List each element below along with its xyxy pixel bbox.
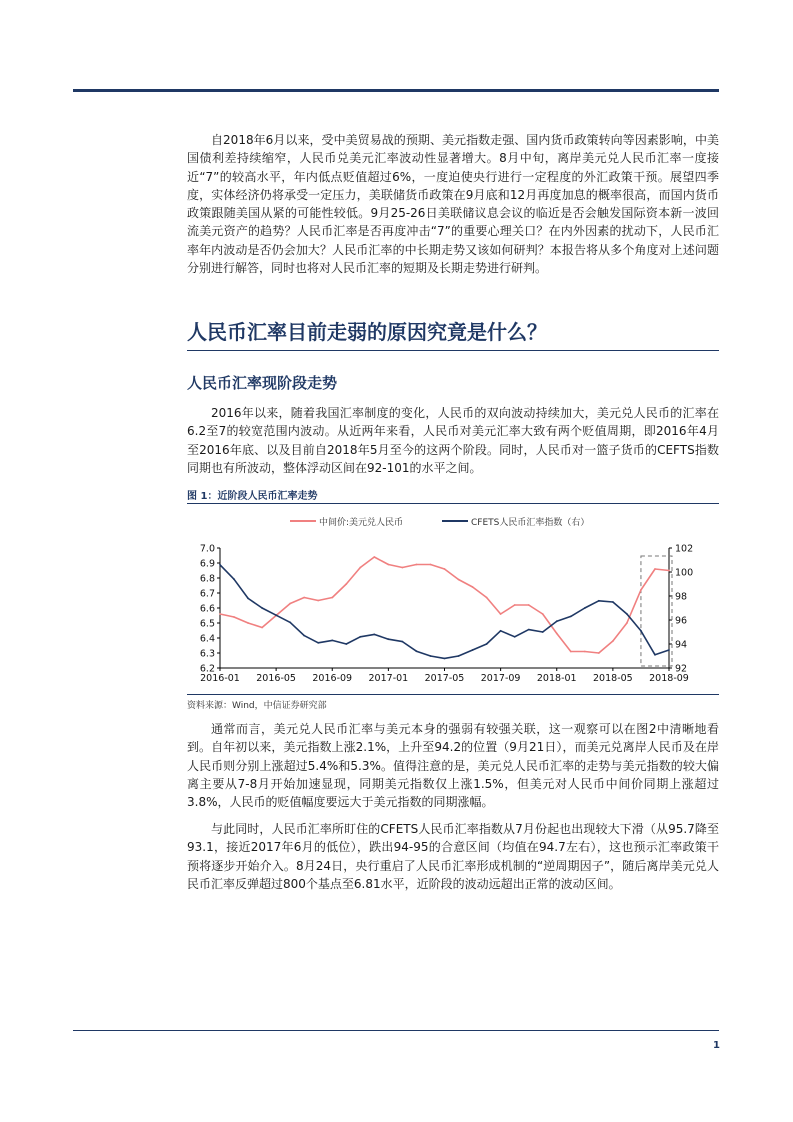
y-left-tick-label: 6.8 [199,573,215,585]
data-point [233,578,235,580]
data-point [359,567,361,569]
chart-series [219,556,670,659]
y-left-tick-label: 6.4 [199,633,215,645]
figure-source: 资料来源：Wind，中信证券研究部 [187,701,327,711]
data-point [416,650,418,652]
data-point [598,652,600,654]
data-point [472,586,474,588]
y-left-tick-label: 7.0 [199,543,215,555]
legend-label-cfets: CFETS人民币汇率指数（右） [471,518,590,528]
data-point [668,649,670,651]
data-point [528,629,530,631]
y-left-tick-label: 6.9 [199,558,215,570]
data-point [640,630,642,632]
data-point [654,568,656,570]
data-point [486,597,488,599]
data-point [261,607,263,609]
data-point [486,643,488,645]
series-line-cfets [220,565,669,659]
data-point [444,568,446,570]
data-point [275,614,277,616]
page-number: 1 [713,1040,720,1051]
data-point [626,622,628,624]
y-right-tick-label: 96 [675,615,688,627]
data-point [500,613,502,615]
data-point [303,597,305,599]
header-rule [73,89,719,92]
data-point [654,654,656,656]
intro-paragraph: 自2018年6月以来，受中美贸易战的预期、美元指数走强、国内货币政策转向等因素影响，中美国债利差持续缩窄，人民币兑美元汇率波动性显著增大。8月中旬，离岸美元兑人民币汇率一度接近“7”的较高水平，年内低点贬值超过6%，一度迫使央行进行一定程度的外汇政策干预。展望四季度，实体经济仍将承受一定压力，美联储货币政策在9月底和12月再度加息的概率很高，而国内货币政策跟随美国从紧的可能性较低。9月25-26日美联储议息会议的临近是否会触发国际资本新一波回流美元资产的趋势？人民币汇率是否再度冲击“7”的重要心理关口？在内外因素的扰动下，人民币汇率年内波动是否仍会加大？人民币汇率的中长期走势又该如何研判？本报告将从多个角度对上述问题分别进行解答，同时也将对人民币汇率的短期及长期走势进行研判。 [187,133,719,276]
highlight-box [641,556,672,666]
data-point [247,598,249,600]
data-point [514,636,516,638]
data-point [570,651,572,653]
y-right-tick-label: 98 [675,591,688,603]
data-point [444,658,446,660]
x-tick-label: 2016-05 [256,673,296,684]
y-left-tick-label: 6.6 [199,603,215,615]
data-point [612,640,614,642]
data-point [514,604,516,606]
data-point [402,567,404,569]
data-point [373,556,375,558]
trend-paragraph: 2016年以来，随着我国汇率制度的变化，人民币的双向波动持续加大，美元兑人民币的汇率在6.2至7的较宽范围内波动。从近两年来看，人民币对美元汇率大致有两个贬值周期，即2016年4月至2016年底、以及目前自2018年5月至今的这两个阶段。同时，人民币对一篮子货币的CEFTS指数同期也有所波动，整体浮动区间在92-101的水平之间。 [187,406,719,475]
x-tick-label: 2016-01 [200,673,240,684]
x-tick-label: 2016-09 [312,673,353,684]
figure-caption: 图 1：近阶段人民币汇率走势 [187,491,318,502]
y-left-tick-label: 6.5 [199,618,215,630]
data-point [289,603,291,605]
y-left-tick-label: 6.3 [199,648,215,660]
data-point [373,634,375,636]
data-point [219,613,221,615]
legend-label-usdcny: 中间价:美元兑人民币 [319,518,404,528]
data-point [416,564,418,566]
data-point [542,613,544,615]
data-point [570,616,572,618]
footer-rule [73,1030,719,1031]
usd-index-paragraph: 通常而言，美元兑人民币汇率与美元本身的强弱有较强关联，这一观察可以在图2中清晰地看到。自年初以来，美元指数上涨2.1%，上升至94.2的位置（9月21日），而美元兑离岸人民币及在岸人民币则分别上涨超过5.4%和5.3%。值得注意的是，美元兑人民币汇率的走势与美元指数的较大偏离主要从7-8月开始加速显现，同期美元指数仅上涨1.5%，但美元对人民币中间价同期上涨超过3.8%，人民币的贬值幅度要远大于美元指数的同期涨幅。 [187,722,719,810]
data-point [247,622,249,624]
series-line-usdcny [220,557,669,653]
data-point [303,635,305,637]
subsection-heading: 人民币汇率现阶段走势 [187,374,338,392]
data-point [458,579,460,581]
data-point [233,616,235,618]
data-point [317,642,319,644]
data-point [402,641,404,643]
x-tick-label: 2017-09 [480,673,521,684]
data-point [331,640,333,642]
data-point [388,564,390,566]
exchange-rate-chart [187,505,719,693]
cfets-paragraph: 与此同时，人民币汇率所盯住的CFETS人民币汇率指数从7月份起也出现较大下滑（从95.7降至93.1，接近2017年6月的低位），跌出94-95的合意区间（均值在94.7左右），这也预示汇率政策干预将逐步开始介入。8月24日，央行重启了人民币汇率形成机制的“逆周期因子”，随后离岸美元兑人民币汇率反弹超过800个基点至6.81水平，近阶段的波动远超出正常的波动区间。 [187,822,719,891]
figure-rule-bottom [187,694,719,695]
y-right-tick-label: 92 [675,663,688,675]
data-point [626,613,628,615]
data-point [542,631,544,633]
data-point [430,564,432,566]
x-tick-label: 2017-01 [368,673,409,684]
data-point [261,627,263,629]
y-left-tick-label: 6.7 [199,588,215,600]
x-tick-label: 2018-09 [649,673,689,684]
section-heading: 人民币汇率目前走弱的原因究竟是什么？ [187,320,547,344]
data-point [359,636,361,638]
data-point [528,604,530,606]
data-point [345,583,347,585]
y-left-tick-label: 6.2 [199,663,215,675]
data-point [584,607,586,609]
data-point [430,655,432,657]
data-point [472,649,474,651]
data-point [219,564,221,566]
x-tick-label: 2018-01 [536,673,577,684]
data-point [388,638,390,640]
data-point [640,589,642,591]
data-point [556,633,558,635]
x-tick-label: 2018-05 [593,673,633,684]
data-point [556,620,558,622]
data-point [598,600,600,602]
section-heading-rule [187,350,719,351]
figure-rule-top [187,503,719,504]
data-point [668,570,670,572]
data-point [612,601,614,603]
data-point [317,600,319,602]
y-right-tick-label: 102 [675,543,694,555]
x-tick-label: 2017-05 [424,673,465,684]
y-right-tick-label: 94 [675,639,688,651]
data-point [458,655,460,657]
data-point [345,643,347,645]
chart-legend [290,516,589,528]
data-point [289,622,291,624]
data-point [331,597,333,599]
data-point [500,630,502,632]
y-right-tick-label: 100 [675,567,694,579]
data-point [584,651,586,653]
